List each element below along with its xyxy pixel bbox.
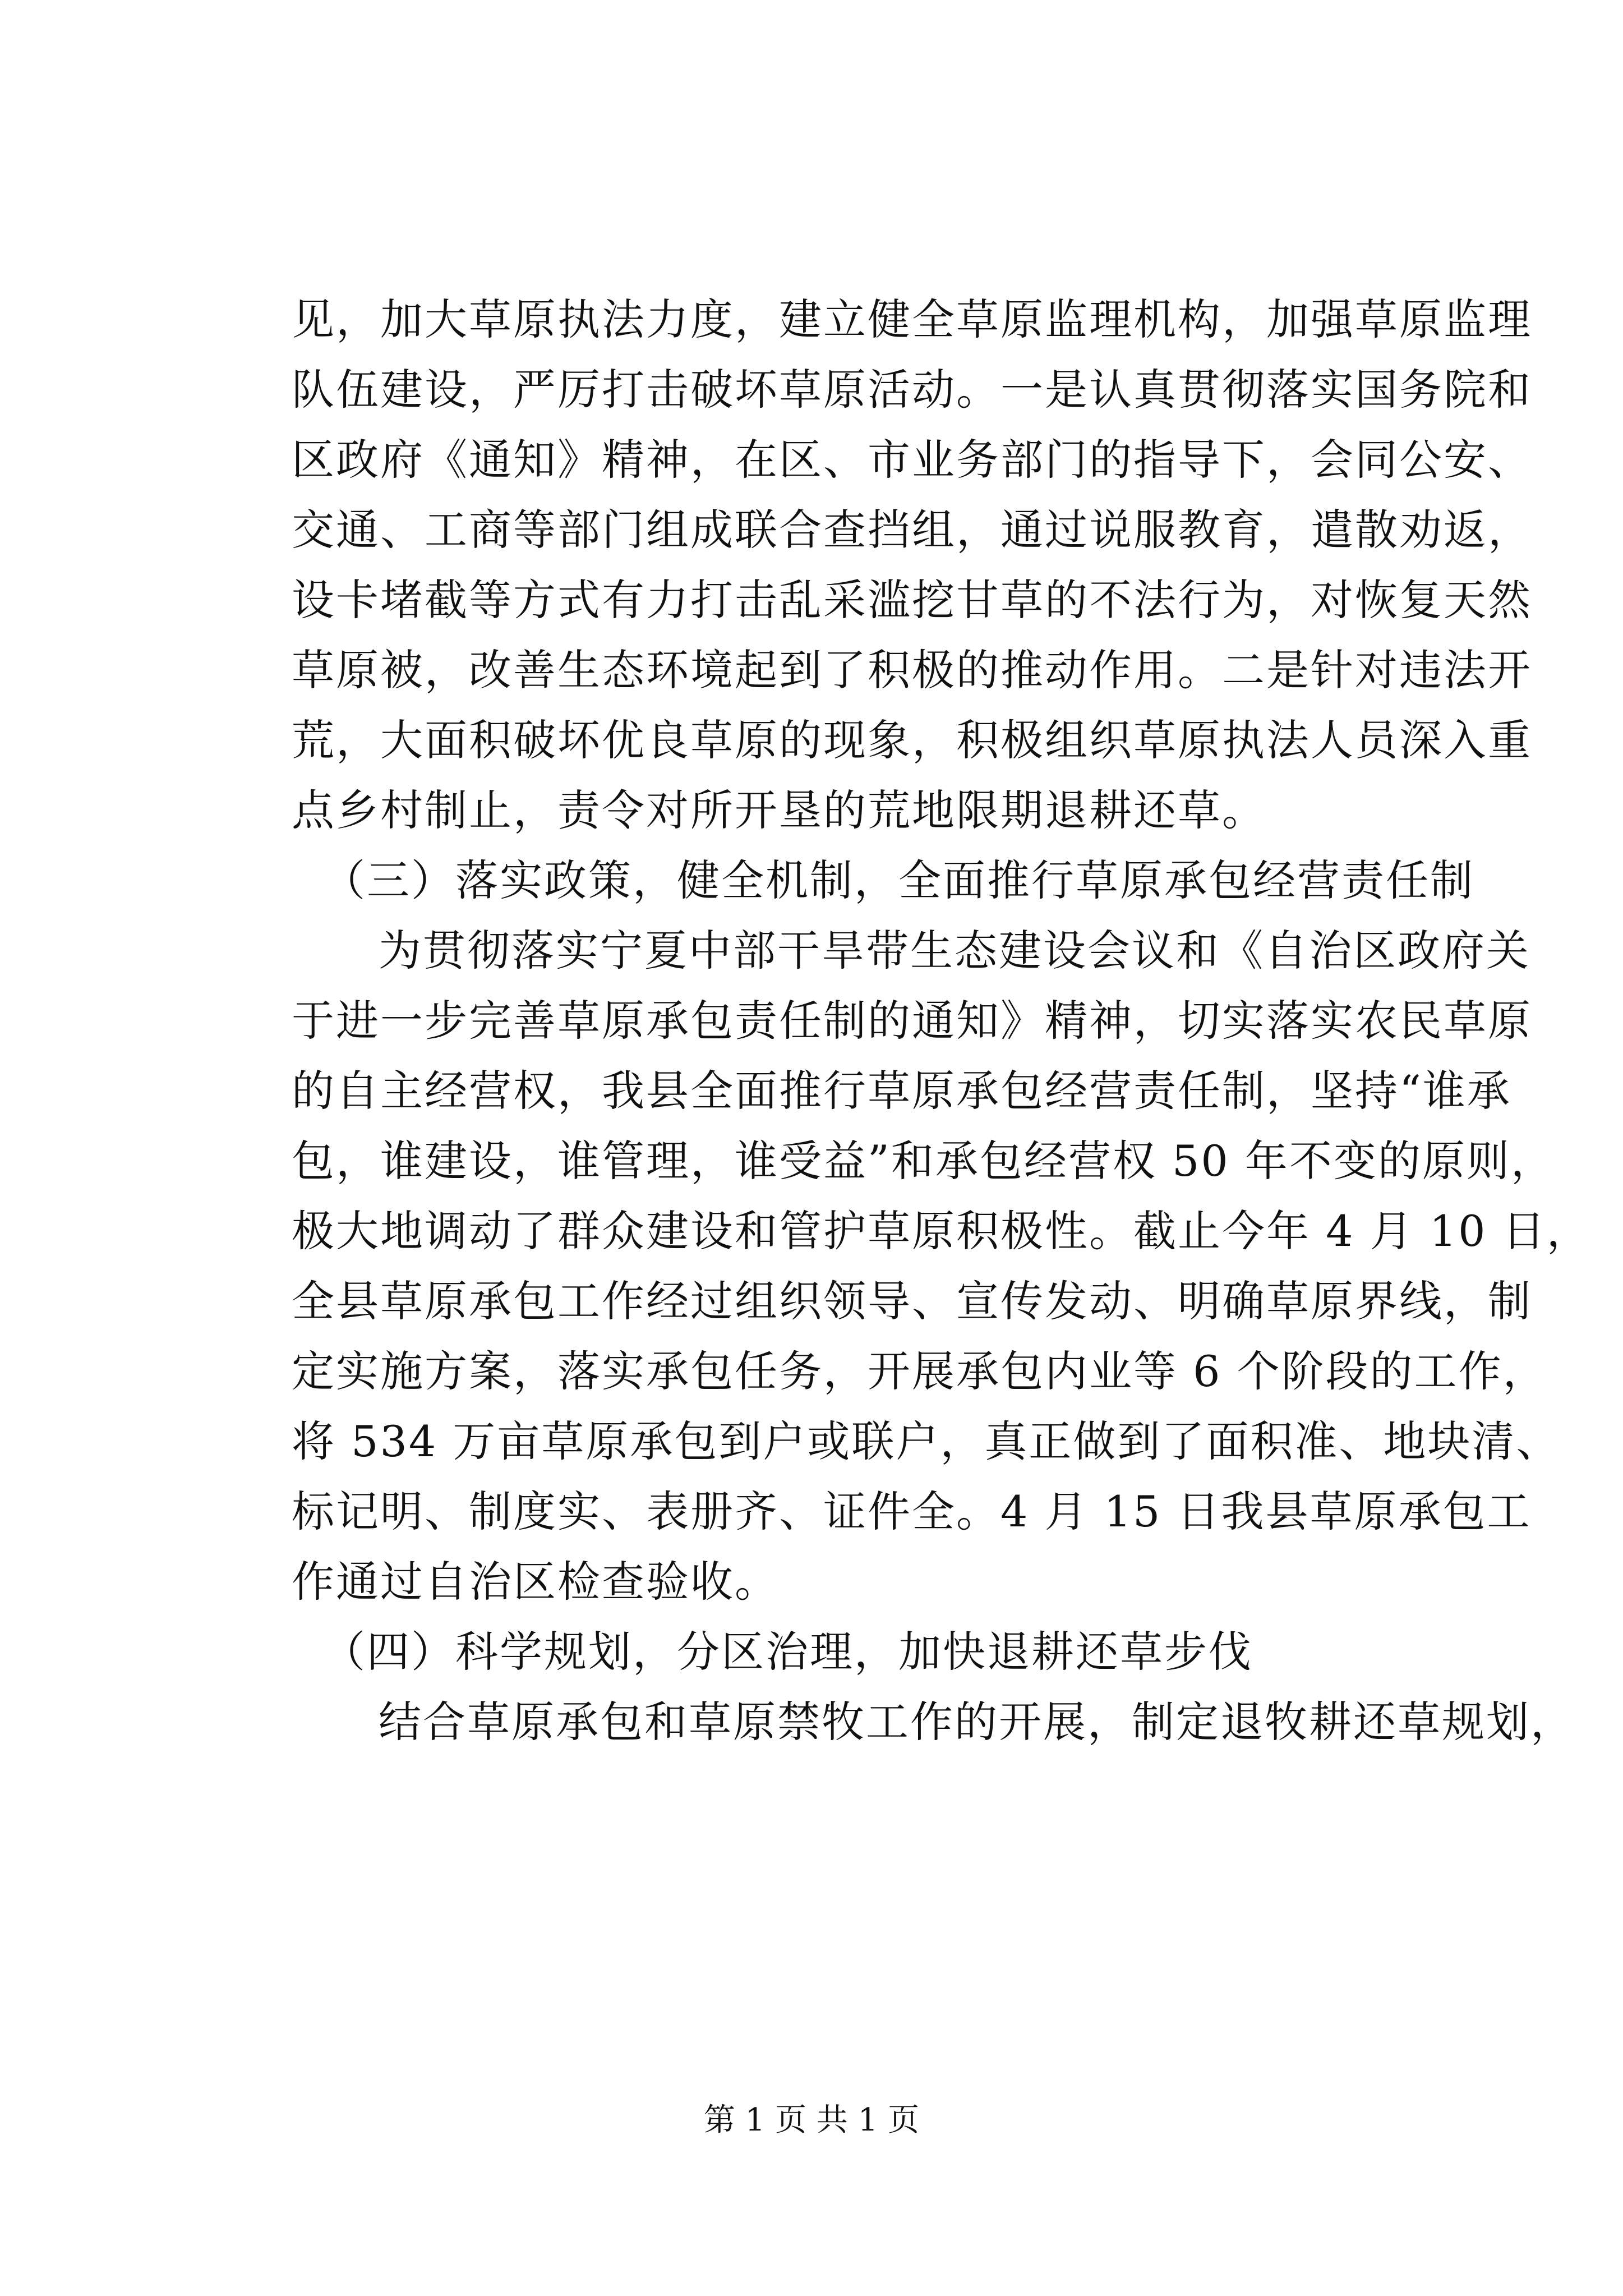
page-number-footer: 第 1 页 共 1 页 — [703, 2102, 920, 2138]
paragraph-line: 设卡堵截等方式有力打击乱采滥挖甘草的不法行为，对恢复天然 — [292, 575, 1532, 625]
paragraph-line: 交通、工商等部门组成联合查挡组，通过说服教育，遣散劝返， — [292, 505, 1532, 555]
section-heading: （三）落实政策，健全机制，全面推行草原承包经营责任制 — [322, 855, 1474, 905]
paragraph-line: 全县草原承包工作经过组织领导、宣传发动、明确草原界线，制 — [292, 1276, 1532, 1326]
section-heading: （四）科学规划，分区治理，加快退耕还草步伐 — [322, 1627, 1253, 1677]
paragraph-line: 作通过自治区检查验收。 — [292, 1557, 779, 1607]
paragraph-line: 草原被，改善生态环境起到了积极的推动作用。二是针对违法开 — [292, 645, 1532, 695]
paragraph-line: 极大地调动了群众建设和管护草原积极性。截止今年 4 月 10 日， — [292, 1206, 1591, 1256]
paragraph-line: 的自主经营权，我县全面推行草原承包经营责任制，坚持“谁承 — [292, 1066, 1511, 1116]
paragraph-line: 为贯彻落实宁夏中部干旱带生态建设会议和《自治区政府关 — [379, 926, 1530, 976]
paragraph-line: 将 534 万亩草原承包到户或联户，真正做到了面积准、地块清、 — [292, 1416, 1561, 1466]
paragraph-line: 于进一步完善草原承包责任制的通知》精神，切实落实农民草原 — [292, 996, 1532, 1046]
paragraph-line: 见，加大草原执法力度，建立健全草原监理机构，加强草原监理 — [292, 295, 1532, 344]
paragraph-line: 结合草原承包和草原禁牧工作的开展，制定退牧耕还草规划， — [379, 1697, 1575, 1747]
paragraph-line: 队伍建设，严厉打击破坏草原活动。一是认真贯彻落实国务院和 — [292, 365, 1532, 415]
paragraph-line: 定实施方案，落实承包任务，开展承包内业等 6 个阶段的工作， — [292, 1346, 1547, 1396]
paragraph-line: 荒，大面积破坏优良草原的现象，积极组织草原执法人员深入重 — [292, 715, 1532, 765]
paragraph-line: 区政府《通知》精神，在区、市业务部门的指导下，会同公安、 — [292, 435, 1532, 485]
paragraph-line: 标记明、制度实、表册齐、证件全。4 月 15 日我县草原承包工 — [292, 1487, 1532, 1536]
paragraph-line: 点乡村制止，责令对所开垦的荒地限期退耕还草。 — [292, 785, 1266, 835]
paragraph-line: 包，谁建设，谁管理，谁受益”和承包经营权 50 年不变的原则， — [292, 1136, 1555, 1186]
